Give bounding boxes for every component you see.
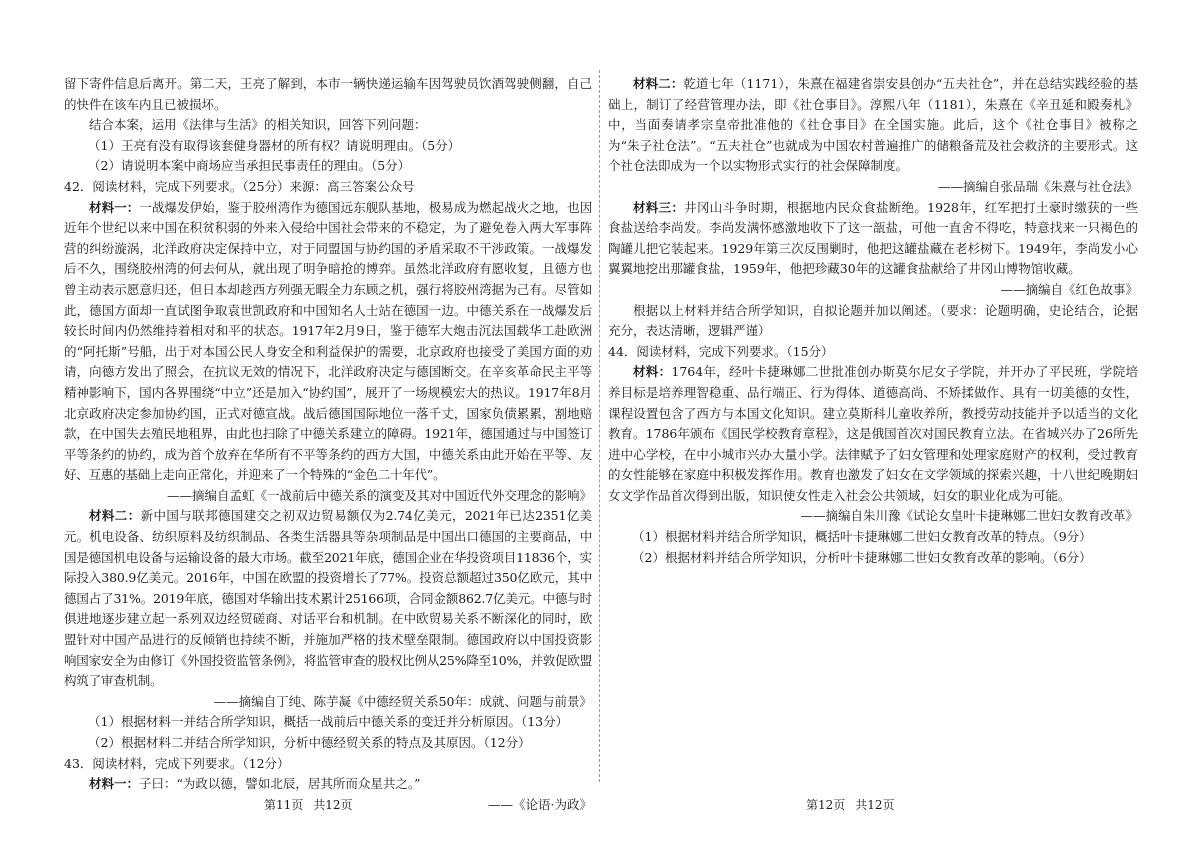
q42-material-1	[64, 198, 592, 486]
q43-material-2-source: ——摘编自张品瑞《朱熹与社仓法》	[937, 178, 1138, 194]
page-total: 共12页	[313, 798, 353, 812]
page-footer-left	[264, 796, 353, 813]
material-text: 乾道七年（1171），朱熹在福建省崇安县创办“五夫社仓”，并在总结实践经验的基础上，制订了经营管理办法，即《社仓事目》。淳熙八年（1181），朱熹在《辛丑延和殿奏札》中，当面奏请孝宗皇帝批准他的《社仓事目》在全国实施。此后，这个《社仓事目》被称之为“朱子社仓法”。“五夫社仓”也就成为中国农村普遍推广的储粮备荒及社会救济的主要形式。这个社仓法即成为一个以实物形式实行的社会保障制度。	[608, 76, 1138, 174]
page-number: 第12页	[806, 798, 846, 812]
q43-material-3-source: ——摘编自《红色故事》	[1000, 281, 1138, 297]
q42-subquestion-2: （2）根据材料二并结合所学知识，分析中德经贸关系的特点及其原因。（12分）	[88, 735, 531, 750]
q43-material-3	[608, 198, 1138, 280]
material-text: 1764年，经叶卡捷琳娜二世批准创办斯莫尔尼女子学院，并开办了平民班，学院培养目标是培养理智稳重、品行端正、行为得体、道德高尚、不矫揉做作、具有一切美德的女性，课程设置包含了西方与本国文化知识。建立莫斯科儿童收养所，教授劳动技能并予以适当的文化教育。1786年颁布《国民学校教育章程》，这是俄国首次对国民教育立法。在省城兴办了26所先进中心学校，在中小城市兴办大量小学。法律赋予了妇女管理和处理家庭财产的权利，受过教育的女性能够在家庭中积极发挥作用。教育也激发了妇女在文学领域的探索兴趣，十八世纪晚期妇女文学作品首次得到出版，知识使女性走入社会公共领域，妇女的职业化成为可能。	[608, 364, 1138, 503]
q42-material-2	[64, 506, 592, 691]
q43-material-1-source: ——《论语·为政》	[488, 796, 592, 812]
material-label: 材料二：	[89, 508, 141, 524]
q44-material	[608, 362, 1138, 506]
material-text: 子曰：“为政以德，譬如北辰，居其所而众星共之。”	[139, 776, 421, 792]
q41-intro-continuation: 留下寄件信息后离开。第二天，王亮了解到，本市一辆快递运输车因驾驶员饮酒驾驶侧翻，自己的快件在该车内且已被损坏。	[64, 76, 592, 112]
q42-subquestion-1: （1）根据材料一并结合所学知识，概括一战前后中德关系的变迁并分析原因。（13分）	[88, 714, 569, 730]
material-text: 井冈山斗争时期，根据地内民众食盐断绝。1928年，红军把打土豪时缴获的一些食盐送给李尚发。李尚发满怀感激地收下了这一瓿盐，可他一直舍不得吃，特意找来一只褐色的陶罐儿把它装起来。1929年第三次反围剿时，他把这罐盐藏在老杉树下。1949年，李尚发小心翼翼地挖出那罐食盐，1959年，他把珍藏30年的这罐食盐献给了井冈山博物馆收藏。	[608, 199, 1138, 277]
q43-prompt: 根据以上材料并结合所学知识，自拟论题并加以阐述。（要求：论题明确，史论结合，论据充分，表达清晰，逻辑严谨）	[608, 302, 1138, 339]
q44-material-source: ——摘编自朱川豫《试论女皇叶卡捷琳娜二世妇女教育改革》	[800, 508, 1138, 524]
q41-subquestion-1: （1）王亮有没有取得该套健身器材的所有权？请说明理由。（5分）	[88, 137, 461, 153]
q43-heading: 43．阅读材料，完成下列要求。（12分）	[64, 755, 290, 771]
page-number: 第11页	[264, 798, 304, 812]
material-text: 一战爆发伊始，鉴于胶州湾作为德国远东舰队基地，极易成为燃起战火之地，也因近年个世纪以来中国在积贫积弱的外来入侵给中国社会带来的不稳定，为了避免卷入两大军事阵营的纠纷漩涡，北洋政府决定保持中立，对于同盟国与协约国的矛盾采取不干涉政策。一战爆发后不久，围绕胶州湾的何去何从，就出现了明争暗抢的博弈。虽然北洋政府有愿收复，且德方也曾主动表示愿意归还，但日本却趁西方列强无暇全力东顾之机，强行将胶州湾据为己有。尽管如此，德国方面却一直试图争取袁世凯政府和中国知名人士站在德国一边。中德关系在一战爆发后较长时间内仍然维持着相对和平的状态。1917年2月9日，鉴于德军大炮击沉法国载华工赴欧洲的“阿托斯”号船，出于对本国公民人身安全和利益保护的需要，北京政府也接受了美国方面的劝请，向德方发出了照会，在抗议无效的情况下，北洋政府决定与德国断交。在辛亥革命民主平等精神影响下，国内各界围绕“中立”还是加入“协约国”，展开了一场规模宏大的热议。1917年8月北京政府决定参加协约国，正式对德宣战。战后德国国际地位一落千丈，国家负债累累，割地赔款，在中国失去殖民地租界，由此也扫除了中德关系建立的障碍。1921年，德国通过与中国签订平等条约的协约，成为首个放弃在华所有不平等条约的西方大国，中德关系由此开始在平等、友好、互惠的基础上走向正常化，并迎来了一个特殊的“金色二十年代”。	[64, 199, 592, 483]
material-label: 材料：	[633, 364, 672, 380]
right-column	[608, 74, 1138, 568]
q42-material-1-source: ——摘编自孟虹《一战前后中德关系的演变及其对中国近代外交理念的影响》	[166, 487, 592, 503]
q43-material-2	[608, 74, 1138, 177]
q44-heading: 44．阅读材料，完成下列要求。（15分）	[608, 343, 834, 359]
q42-material-2-source: ——摘编自丁纯、陈芋凝《中德经贸关系50年：成就、问题与前景》	[213, 693, 592, 709]
material-label: 材料一：	[89, 776, 140, 792]
q41-prompt: 结合本案，运用《法律与生活》的相关知识，回答下列问题：	[89, 117, 427, 133]
left-column	[64, 74, 592, 815]
column-divider	[599, 70, 600, 782]
material-label: 材料二：	[633, 76, 684, 91]
page-total: 共12页	[855, 798, 895, 812]
material-label: 材料一：	[89, 199, 140, 215]
q44-subquestion-1: （1）根据材料并结合所学知识，概括叶卡捷琳娜二世妇女教育改革的特点。（9分）	[632, 529, 1092, 545]
material-text: 新中国与联邦德国建交之初双边贸易额仅为2.74亿美元，2021年已达2351亿美元。机电设备、纺织原料及纺织制品、各类生活器具等杂项制品是中国出口德国的主要商品，中国是德国机电设备与运输设备的最大市场。截至2021年底，德国企业在华投资项目11836个，实际投入380.9亿美元。2016年，中国在欧盟的投资增长了77%。投资总额超过350亿欧元，其中德国占了31%。2019年底，德国对华输出技术累计25166项，合同金额862.7亿美元。中德与时俱进地逐步建立起一系列双边经贸磋商、对话平台和机制。在中欧贸易关系不断深化的同时，欧盟针对中国产品进行的反倾销也持续不断，并施加严格的技术壁垒限制。德国政府以中国投资影响国家安全为由修订《外国投资监管条例》，将监管审查的股权比例从25%降至10%，并敦促欧盟构筑了审查机制。	[64, 508, 592, 689]
page-footer-right	[806, 796, 895, 813]
material-label: 材料三：	[633, 199, 685, 215]
q43-material-1	[64, 774, 592, 795]
q44-subquestion-2: （2）根据材料并结合所学知识，分析叶卡捷琳娜二世妇女教育改革的影响。（6分）	[632, 549, 1092, 565]
q42-heading: 42．阅读材料，完成下列要求。（25分）来源：高三答案公众号	[64, 178, 415, 194]
q41-subquestion-2: （2）请说明本案中商场应当承担民事责任的理由。（5分）	[88, 158, 411, 174]
